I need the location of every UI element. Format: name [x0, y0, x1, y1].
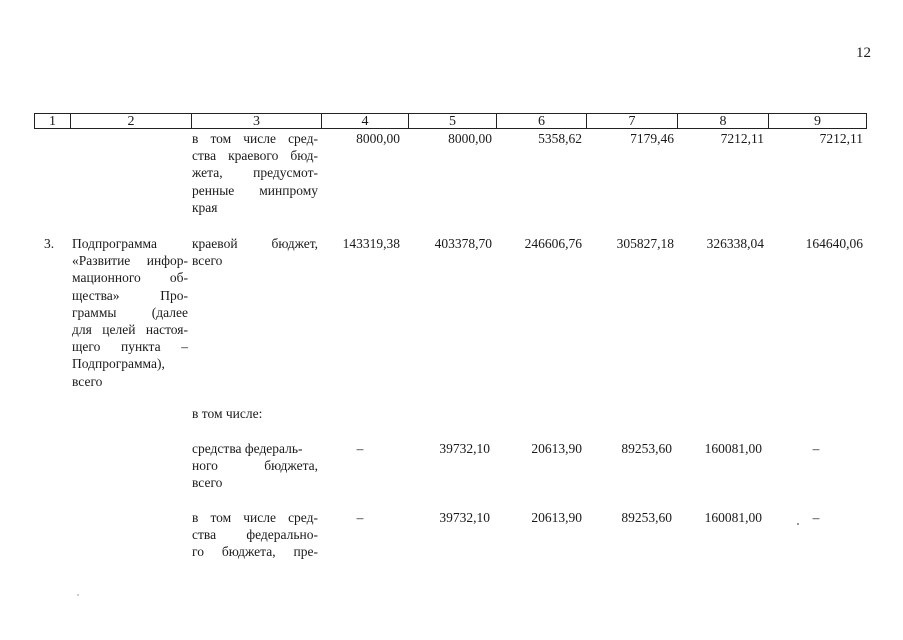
description-line: ренные минпрому	[192, 182, 318, 198]
name-line: мационного об-	[72, 270, 188, 286]
value-col-9: 164640,06	[805, 236, 863, 251]
name-line: граммы (далее	[72, 304, 188, 320]
header-cell-4: 4	[361, 114, 369, 129]
header-cell-9: 9	[814, 114, 821, 129]
value-col-9: 7212,11	[819, 131, 863, 146]
value-col-7: 89253,60	[621, 510, 672, 525]
row-description	[192, 509, 318, 561]
page-number: 12	[856, 45, 871, 61]
value-col-8: 160081,00	[704, 441, 762, 456]
description-line: жета, предусмот-	[192, 165, 318, 181]
name-line: «Развитие инфор-	[72, 253, 188, 269]
description-line: в том числе сред-	[192, 131, 318, 146]
value-col-9: –	[812, 441, 820, 456]
description-line: в том числе сред-	[192, 510, 318, 525]
name-line: всего	[72, 373, 103, 389]
row-description	[192, 405, 318, 422]
header-cell-2: 2	[127, 114, 135, 129]
name-line: щего пункта –	[72, 339, 188, 355]
header-cell-6: 6	[538, 114, 545, 129]
description-line: краевой бюджет,	[192, 236, 318, 251]
value-col-8: 326338,04	[706, 236, 764, 251]
header-cell-8: 8	[719, 114, 727, 129]
value-col-8: 160081,00	[704, 510, 762, 525]
value-col-4: –	[356, 441, 364, 456]
description-line: в том числе:	[192, 406, 263, 421]
description-line: средства федераль-	[192, 441, 303, 456]
value-col-5: 403378,70	[434, 236, 492, 251]
row-description	[192, 235, 318, 269]
description-line: ства краевого бюд-	[192, 148, 318, 164]
value-col-4: 143319,38	[342, 236, 400, 251]
value-col-7: 7179,46	[630, 131, 674, 146]
name-line: Подпрограмма),	[72, 356, 165, 372]
scan-speck	[797, 523, 799, 525]
row-description	[192, 440, 318, 492]
row-description	[192, 130, 318, 216]
value-col-6: 5358,62	[538, 131, 582, 146]
name-line: для целей настоя-	[72, 322, 188, 338]
value-col-6: 246606,76	[524, 236, 582, 251]
value-col-4: –	[356, 510, 364, 525]
row-number: 3.	[44, 236, 55, 251]
value-col-7: 89253,60	[621, 441, 672, 456]
value-col-6: 20613,90	[531, 441, 582, 456]
description-line: всего	[192, 475, 223, 491]
value-col-5: 8000,00	[448, 131, 492, 146]
row-name	[72, 235, 188, 390]
header-cell-5: 5	[449, 114, 456, 129]
value-col-4: 8000,00	[356, 131, 400, 146]
value-col-9: –	[812, 510, 820, 525]
name-line: щества» Про-	[72, 287, 188, 303]
value-col-5: 39732,10	[439, 441, 490, 456]
header-cell-7: 7	[628, 114, 636, 129]
header-cell-3: 3	[253, 114, 260, 129]
value-col-7: 305827,18	[616, 236, 674, 251]
description-line: всего	[192, 253, 223, 269]
value-col-8: 7212,11	[720, 131, 764, 146]
value-col-5: 39732,10	[439, 510, 490, 525]
description-line: края	[192, 199, 218, 215]
description-line: ства федерально-	[192, 527, 318, 543]
name-line: Подпрограмма	[72, 236, 157, 251]
scan-speck	[77, 594, 79, 596]
value-col-6: 20613,90	[531, 510, 582, 525]
description-line: го бюджета, пре-	[192, 544, 318, 560]
description-line: ного бюджета,	[192, 458, 318, 474]
table-header-row	[34, 113, 867, 129]
header-cell-1: 1	[49, 114, 56, 129]
